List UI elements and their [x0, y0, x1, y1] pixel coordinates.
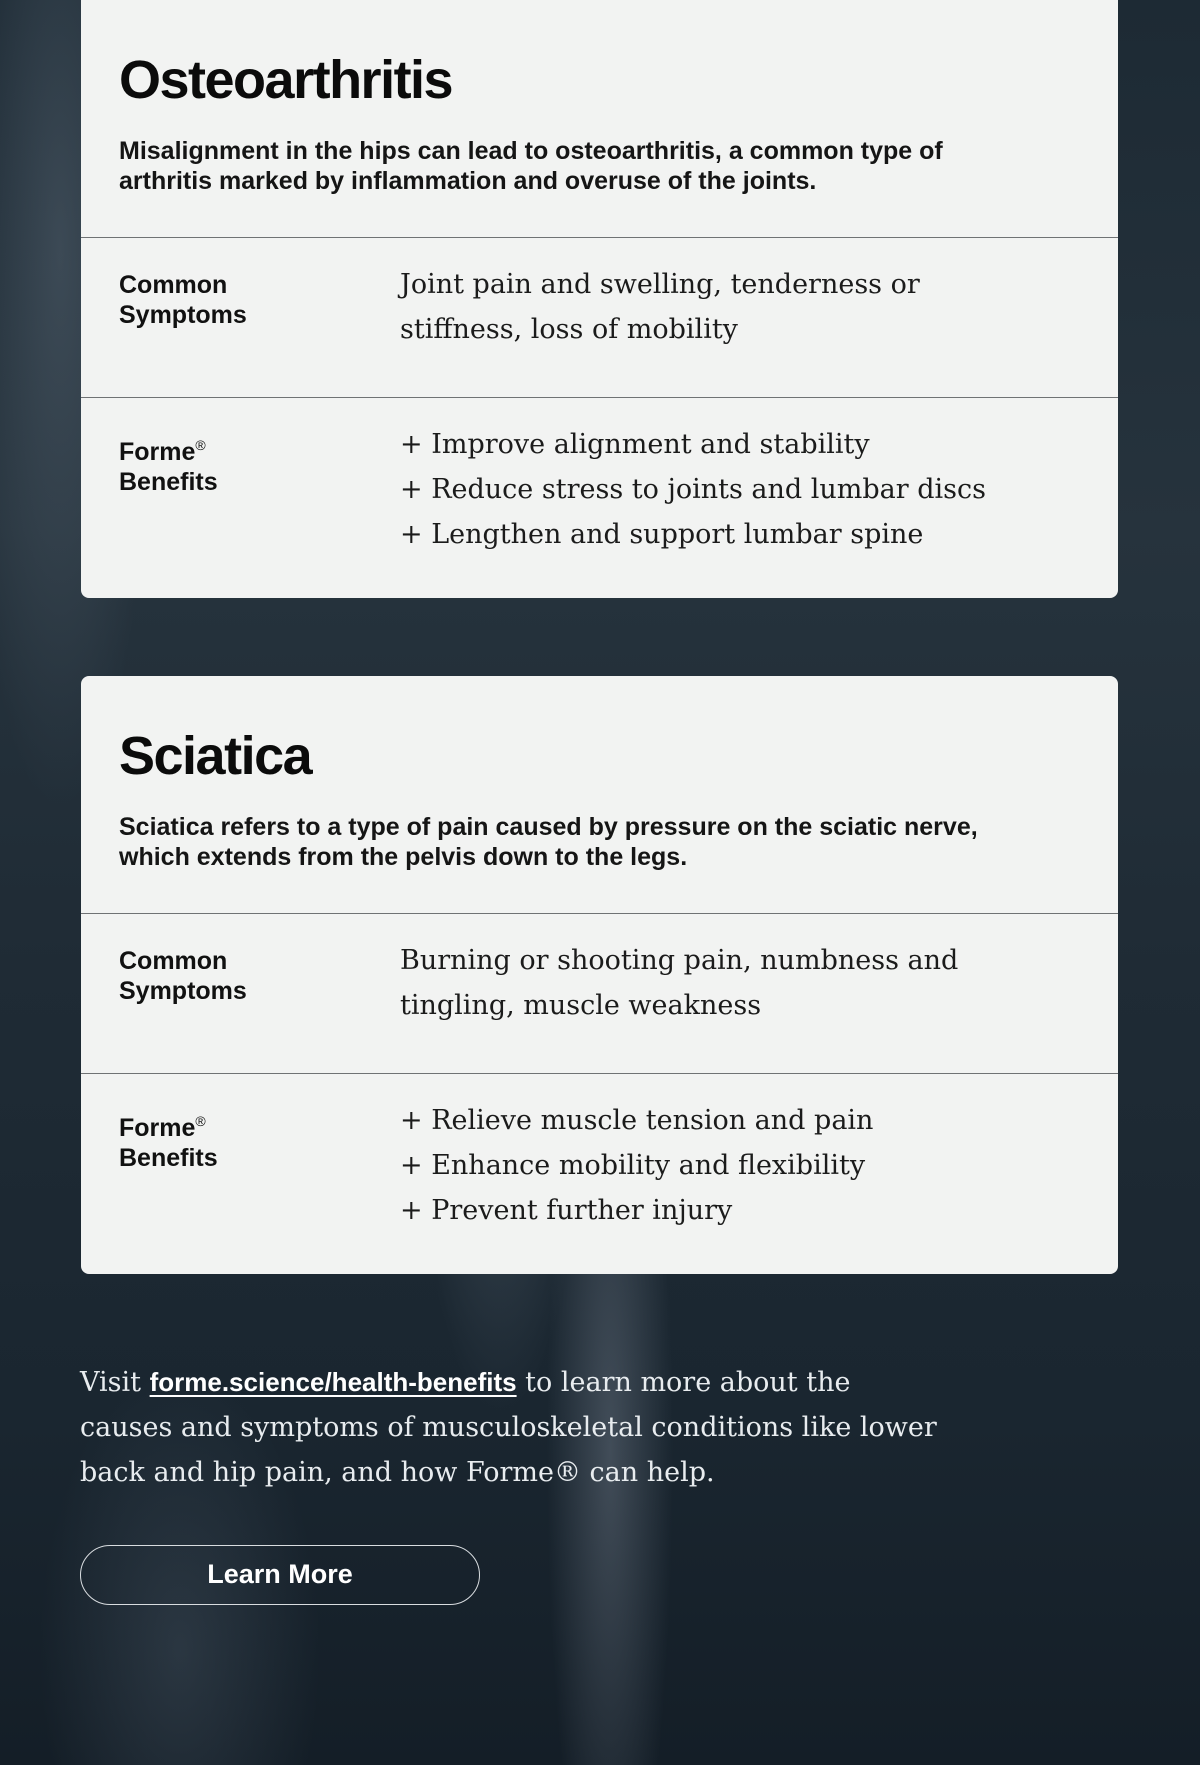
registered-mark: ® [195, 437, 206, 453]
benefits-row [81, 1074, 1118, 1273]
benefits-list [400, 422, 1040, 597]
symptoms-row [81, 914, 1118, 1074]
benefits-label [119, 1106, 400, 1273]
footer-text [80, 1360, 940, 1495]
symptoms-text: Burning or shooting pain, numbness and tingling, muscle weakness [400, 945, 959, 1021]
benefit-item: + Enhance mobility and flexibility [400, 1150, 866, 1181]
symptoms-label-line2: Symptoms [119, 301, 247, 329]
benefit-item: + Improve alignment and stability [400, 429, 870, 460]
benefit-item: + Reduce stress to joints and lumbar discs [400, 474, 986, 505]
symptoms-label-line2: Symptoms [119, 977, 247, 1005]
symptoms-label [119, 270, 400, 397]
health-benefits-link[interactable]: forme.science/health-benefits [149, 1367, 517, 1397]
benefits-label-line2: Benefits [119, 468, 218, 496]
symptoms-label-line1: Common [119, 947, 228, 975]
benefits-list [400, 1098, 1040, 1273]
benefits-label-line1: Forme [119, 438, 196, 466]
benefit-item: + Lengthen and support lumbar spine [400, 519, 924, 550]
card-header [81, 0, 1118, 238]
condition-title: Sciatica [119, 726, 312, 786]
symptoms-label [119, 946, 400, 1073]
benefits-row [81, 398, 1118, 597]
card-header [81, 676, 1118, 914]
symptoms-text: Joint pain and swelling, tenderness or stiffness, loss of mobility [400, 269, 920, 345]
benefit-item: + Relieve muscle tension and pain [400, 1105, 874, 1136]
footer-text-after: to learn more about the causes and symptoms of musculoskeletal conditions like lower back and hip pain, and how Forme® can help. [80, 1367, 937, 1488]
condition-description: Sciatica refers to a type of pain caused by pressure on the sciatic nerve, which extends from the pelvis down to the legs. [119, 813, 978, 871]
benefit-item: + Prevent further injury [400, 1195, 733, 1226]
condition-card-sciatica [81, 676, 1118, 1274]
condition-description: Misalignment in the hips can lead to osteoarthritis, a common type of arthritis marked by inflammation and overuse of the joints. [119, 137, 943, 195]
condition-card-osteoarthritis [81, 0, 1118, 598]
learn-more-button[interactable]: Learn More [80, 1545, 480, 1605]
footer-text-before: Visit [80, 1367, 150, 1398]
symptoms-label-line1: Common [119, 271, 228, 299]
benefits-label [119, 430, 400, 597]
condition-title: Osteoarthritis [119, 50, 453, 110]
benefits-label-line1: Forme [119, 1114, 196, 1142]
benefits-label-line2: Benefits [119, 1144, 218, 1172]
symptoms-row [81, 238, 1118, 398]
registered-mark: ® [195, 1113, 206, 1129]
